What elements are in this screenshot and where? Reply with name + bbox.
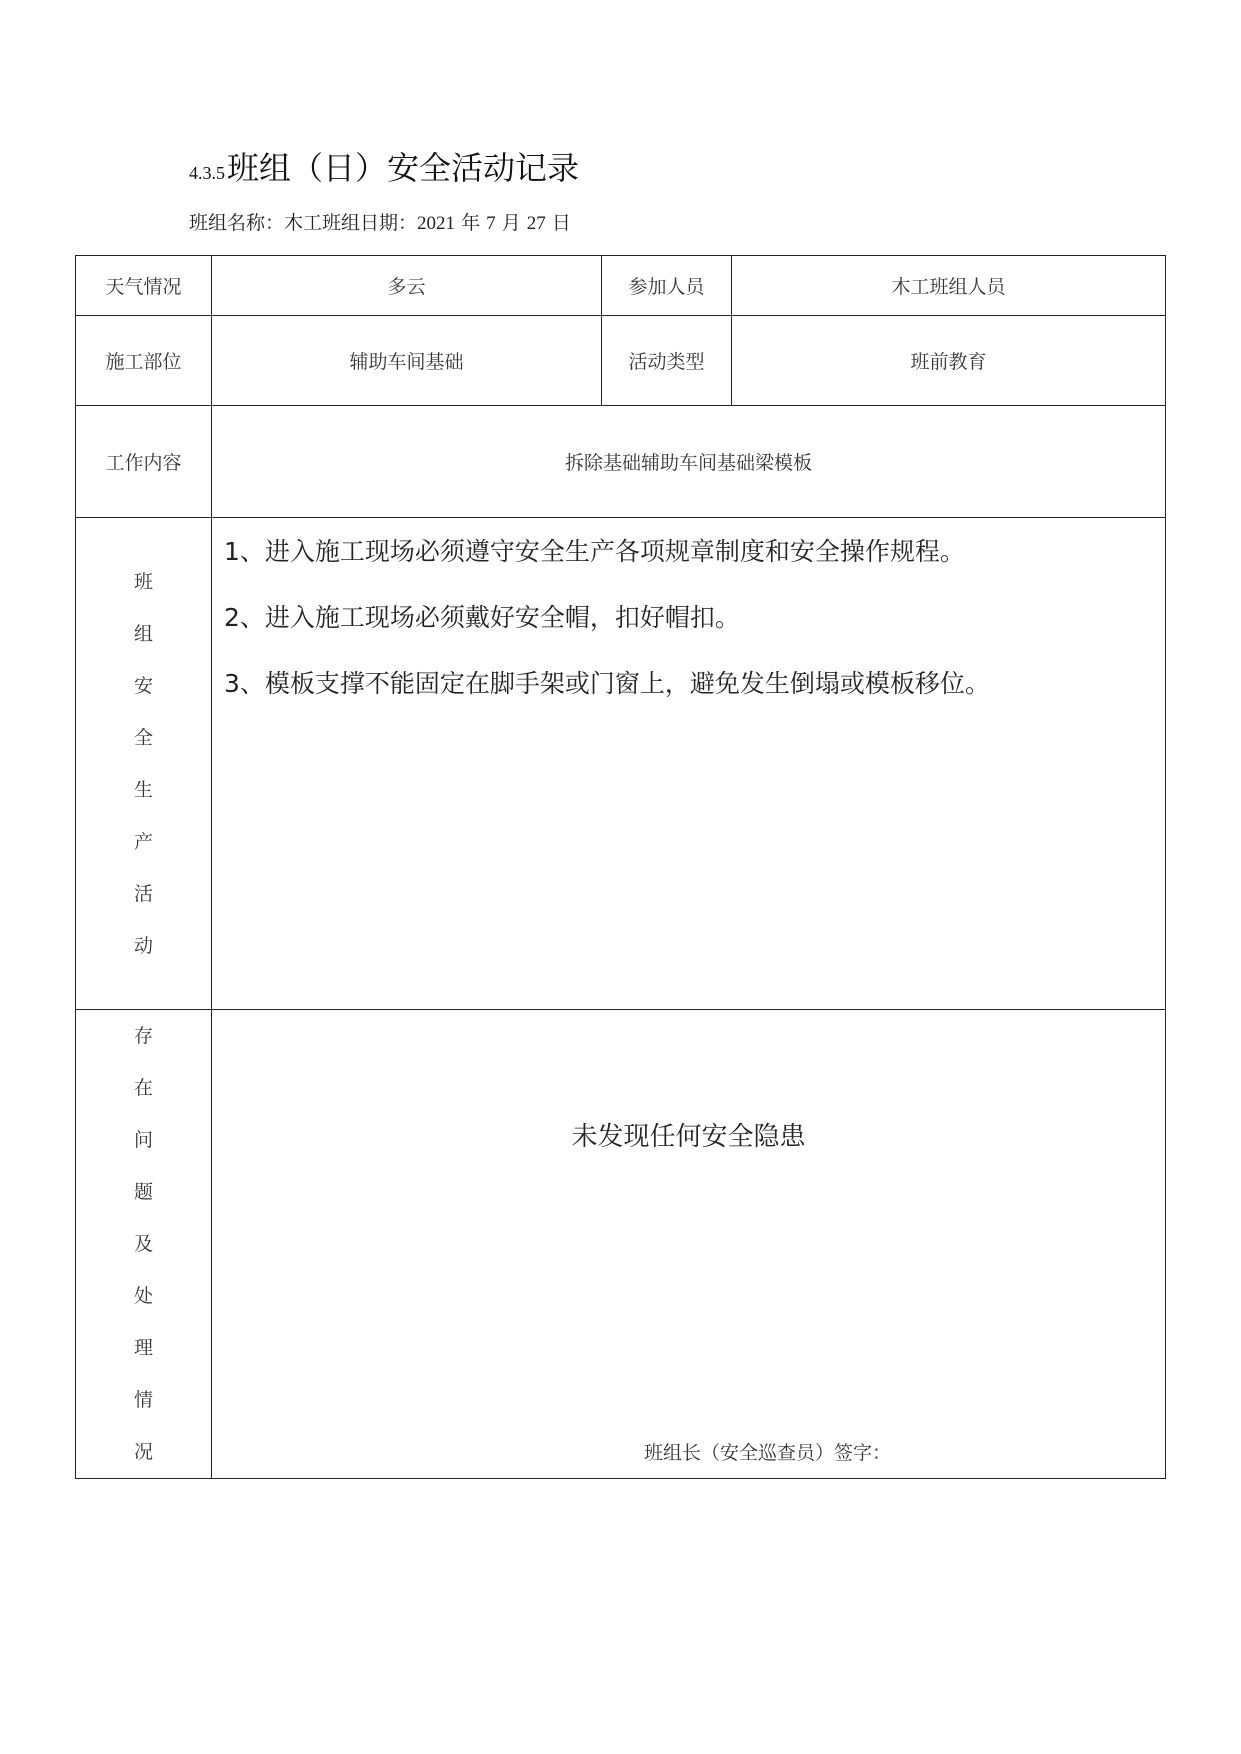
page-title — [189, 148, 579, 193]
label-char: 全 — [133, 726, 153, 749]
label-char: 活 — [133, 882, 153, 905]
issues-label — [76, 1010, 212, 1479]
safety-item: 3、模板支撑不能固定在脚手架或门窗上，避免发生倒塌或模板移位。 — [224, 669, 990, 698]
label-char: 安 — [133, 674, 153, 697]
label-char: 情 — [133, 1389, 153, 1411]
table-row — [76, 518, 1166, 1010]
date-month: 7 — [486, 213, 496, 234]
day-unit: 日 — [551, 212, 571, 234]
work-content-value: 拆除基础辅助车间基础梁模板 — [212, 406, 1166, 518]
safety-activity-label — [76, 518, 212, 1010]
safety-item: 2、进入施工现场必须戴好安全帽，扣好帽扣。 — [224, 603, 740, 632]
safety-item: 1、进入施工现场必须遵守安全生产各项规章制度和安全操作规程。 — [224, 537, 965, 566]
activity-type-label: 活动类型 — [602, 316, 732, 406]
label-char: 产 — [133, 830, 153, 853]
table-row — [76, 256, 1166, 316]
section-number: 4.3.5 — [189, 163, 225, 183]
team-value: 木工班组 — [284, 212, 361, 234]
label-char: 班 — [133, 570, 153, 593]
activity-record-table — [75, 255, 1166, 1479]
location-value: 辅助车间基础 — [212, 316, 602, 406]
signature-label: 班组长（安全巡查员）签字： — [644, 1442, 892, 1464]
year-unit: 年 — [461, 212, 481, 234]
safety-activity-content — [212, 518, 1166, 1010]
title-text: 班组（日）安全活动记录 — [227, 149, 580, 187]
label-char: 组 — [133, 622, 153, 645]
record-info — [189, 210, 571, 237]
date-year: 2021 — [417, 213, 456, 234]
label-char: 动 — [133, 934, 153, 957]
month-unit: 月 — [501, 212, 521, 234]
participants-label: 参加人员 — [602, 256, 732, 316]
issues-value: 未发现任何安全隐患 — [571, 1122, 806, 1152]
team-label: 班组名称： — [189, 212, 285, 234]
activity-type-value: 班前教育 — [732, 316, 1166, 406]
work-content-label: 工作内容 — [76, 406, 212, 518]
participants-value: 木工班组人员 — [732, 256, 1166, 316]
issues-content — [212, 1010, 1166, 1479]
table-row — [76, 1010, 1166, 1479]
label-char: 处 — [133, 1285, 153, 1307]
label-char: 在 — [133, 1077, 153, 1099]
weather-label: 天气情况 — [76, 256, 212, 316]
label-char: 存 — [133, 1025, 153, 1047]
label-char: 问 — [133, 1129, 153, 1151]
label-char: 况 — [133, 1441, 153, 1463]
label-char: 及 — [133, 1233, 153, 1255]
table-row — [76, 406, 1166, 518]
date-label: 日期： — [360, 212, 418, 234]
date-day: 27 — [526, 213, 546, 234]
label-char: 生 — [133, 778, 153, 801]
location-label: 施工部位 — [76, 316, 212, 406]
label-char: 理 — [133, 1337, 153, 1359]
table-row — [76, 316, 1166, 406]
weather-value: 多云 — [212, 256, 602, 316]
label-char: 题 — [133, 1181, 153, 1203]
